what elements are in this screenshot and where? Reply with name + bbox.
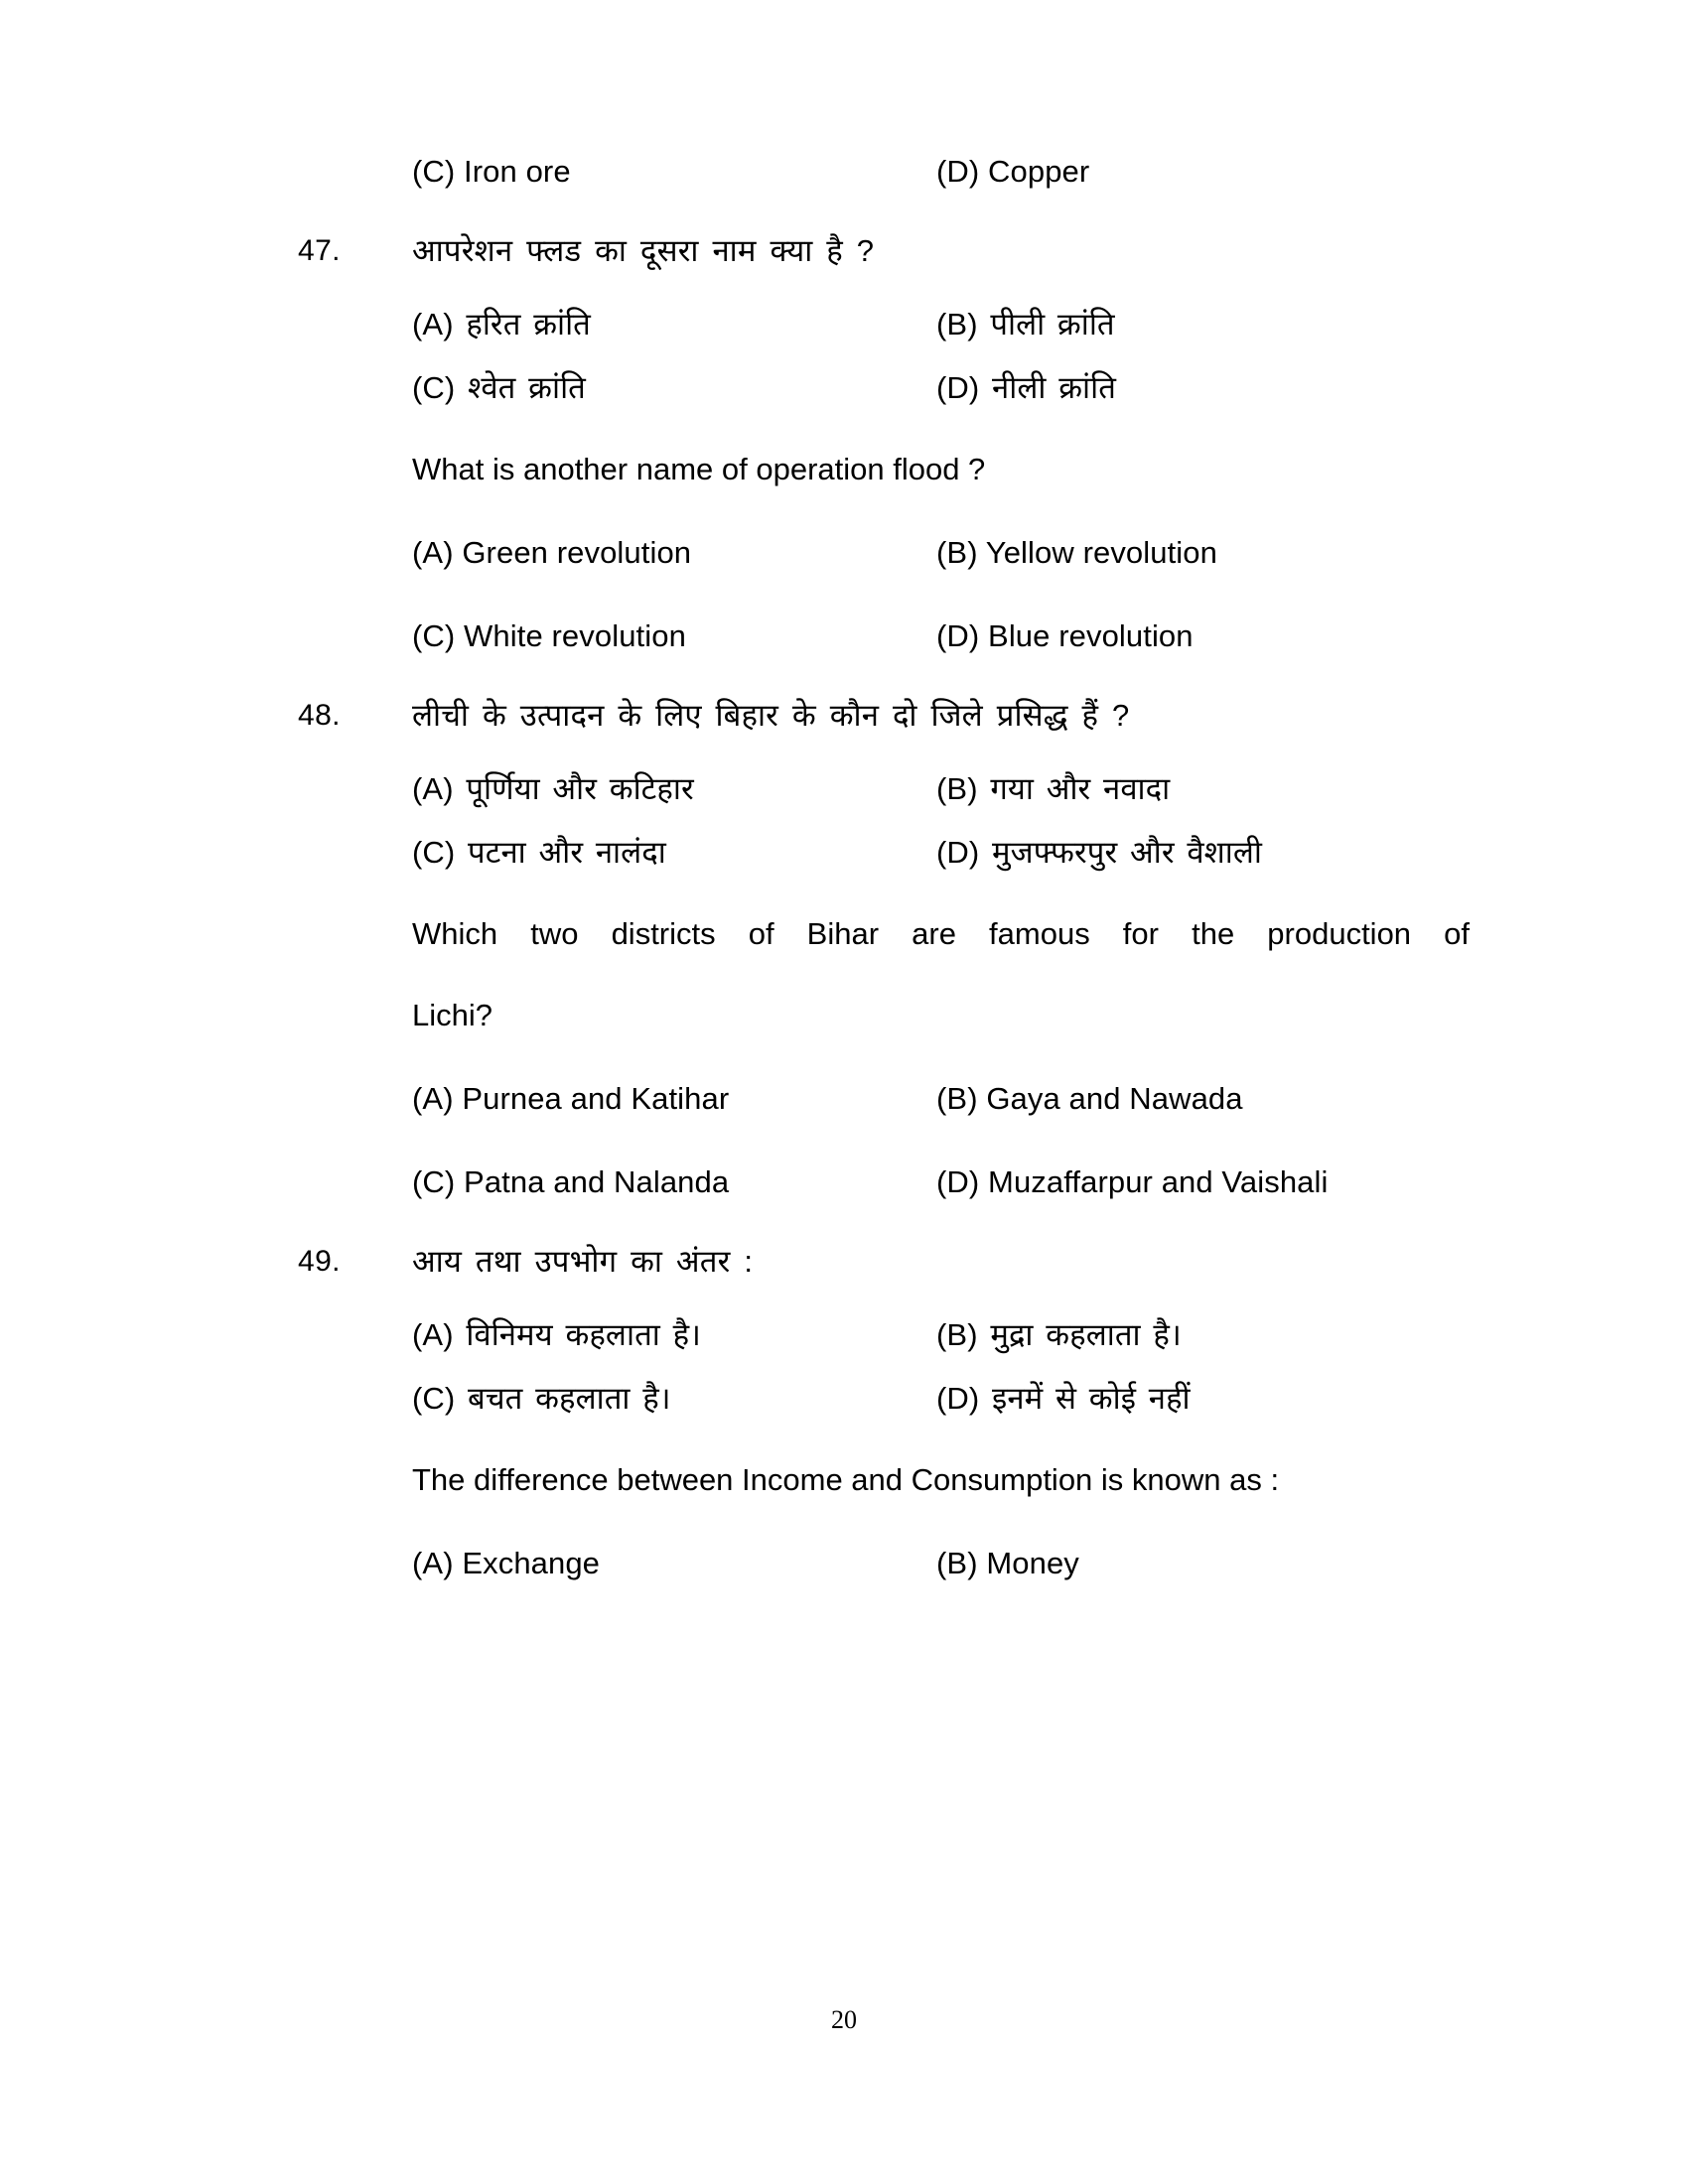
question-48-hindi-options (412, 766, 1470, 876)
question-47-number: 47. (298, 234, 341, 267)
question-47-english-option-a[interactable]: (A) Green revolution (412, 535, 692, 570)
question-47-english-option-d[interactable]: (D) Blue revolution (936, 618, 1194, 653)
question-47-hindi-option-c[interactable]: (C) श्वेत क्रांति (412, 370, 586, 405)
question-47-text-hindi: आपरेशन फ्लड का दूसरा नाम क्या है ? (412, 233, 875, 268)
question-49-hindi-option-a[interactable]: (A) विनिमय कहलाता है। (412, 1317, 702, 1352)
question-47-hindi-option-d[interactable]: (D) नीली क्रांति (936, 370, 1116, 405)
question-49-english-option-b[interactable]: (B) Money (936, 1546, 1079, 1580)
page-number: 20 (831, 2005, 857, 2034)
option-row (412, 365, 1470, 411)
option-row (412, 1076, 1470, 1122)
question-49-hindi-option-d[interactable]: (D) इनमें से कोई नहीं (936, 1381, 1191, 1416)
question-48-text-hindi: लीची के उत्पादन के लिए बिहार के कौन दो जिले प्रसिद्ध हैं ? (412, 698, 1130, 733)
question-47-text-english: What is another name of operation flood ? (412, 452, 986, 486)
question-49-heading (298, 1239, 1470, 1285)
question-47-hindi-option-b[interactable]: (B) पीली क्रांति (936, 307, 1115, 341)
option-c-continued: (C) Iron ore (412, 154, 571, 189)
question-47-hindi-options (412, 302, 1470, 411)
question-48-english-option-c[interactable]: (C) Patna and Nalanda (412, 1164, 730, 1199)
question-49-english-options (412, 1541, 1470, 1586)
question-49-hindi-option-c[interactable]: (C) बचत कहलाता है। (412, 1381, 671, 1416)
page-content (298, 149, 1470, 1586)
option-row (412, 1541, 1470, 1586)
question-48-heading (298, 693, 1470, 739)
option-row (412, 830, 1470, 876)
option-row (412, 1376, 1470, 1422)
question-48-hindi-option-c[interactable]: (C) पटना और नालंदा (412, 835, 666, 870)
question-47-english-option-c[interactable]: (C) White revolution (412, 618, 686, 653)
option-row (412, 302, 1470, 347)
question-47 (298, 228, 1470, 659)
question-48-english-option-a[interactable]: (A) Purnea and Katihar (412, 1081, 730, 1116)
continued-options-row (412, 149, 1470, 195)
question-48-number: 48. (298, 699, 341, 732)
option-row (412, 530, 1470, 576)
question-48-english-options (412, 1076, 1470, 1205)
question-47-english-options (412, 530, 1470, 659)
option-row (412, 614, 1470, 659)
question-47-heading (298, 228, 1470, 274)
question-47-english-option-b[interactable]: (B) Yellow revolution (936, 535, 1217, 570)
question-48-english-option-b[interactable]: (B) Gaya and Nawada (936, 1081, 1243, 1116)
question-49-text-hindi: आय तथा उपभोग का अंतर : (412, 1244, 754, 1279)
question-48-hindi-option-b[interactable]: (B) गया और नवादा (936, 771, 1171, 806)
question-47-hindi-option-a[interactable]: (A) हरित क्रांति (412, 307, 591, 341)
question-48-text-english-line-2: Lichi? (412, 998, 492, 1032)
question-49 (298, 1239, 1470, 1586)
option-row (412, 766, 1470, 812)
question-49-english-option-a[interactable]: (A) Exchange (412, 1546, 601, 1580)
question-48 (298, 693, 1470, 1205)
question-49-hindi-options (412, 1312, 1470, 1422)
option-row (412, 1312, 1470, 1358)
question-48-hindi-option-a[interactable]: (A) पूर्णिया और कटिहार (412, 771, 694, 806)
question-49-number: 49. (298, 1245, 341, 1278)
question-48-text-english-line-1: Which two districts of Bihar are famous for the production of (412, 916, 1470, 951)
option-row (412, 1160, 1470, 1205)
option-d-continued: (D) Copper (936, 154, 1090, 189)
question-49-hindi-option-b[interactable]: (B) मुद्रा कहलाता है। (936, 1317, 1182, 1352)
question-48-hindi-option-d[interactable]: (D) मुजफ्फरपुर और वैशाली (936, 835, 1263, 870)
question-49-text-english: The difference between Income and Consumption is known as : (412, 1462, 1280, 1497)
question-48-english-option-d[interactable]: (D) Muzaffarpur and Vaishali (936, 1164, 1329, 1199)
